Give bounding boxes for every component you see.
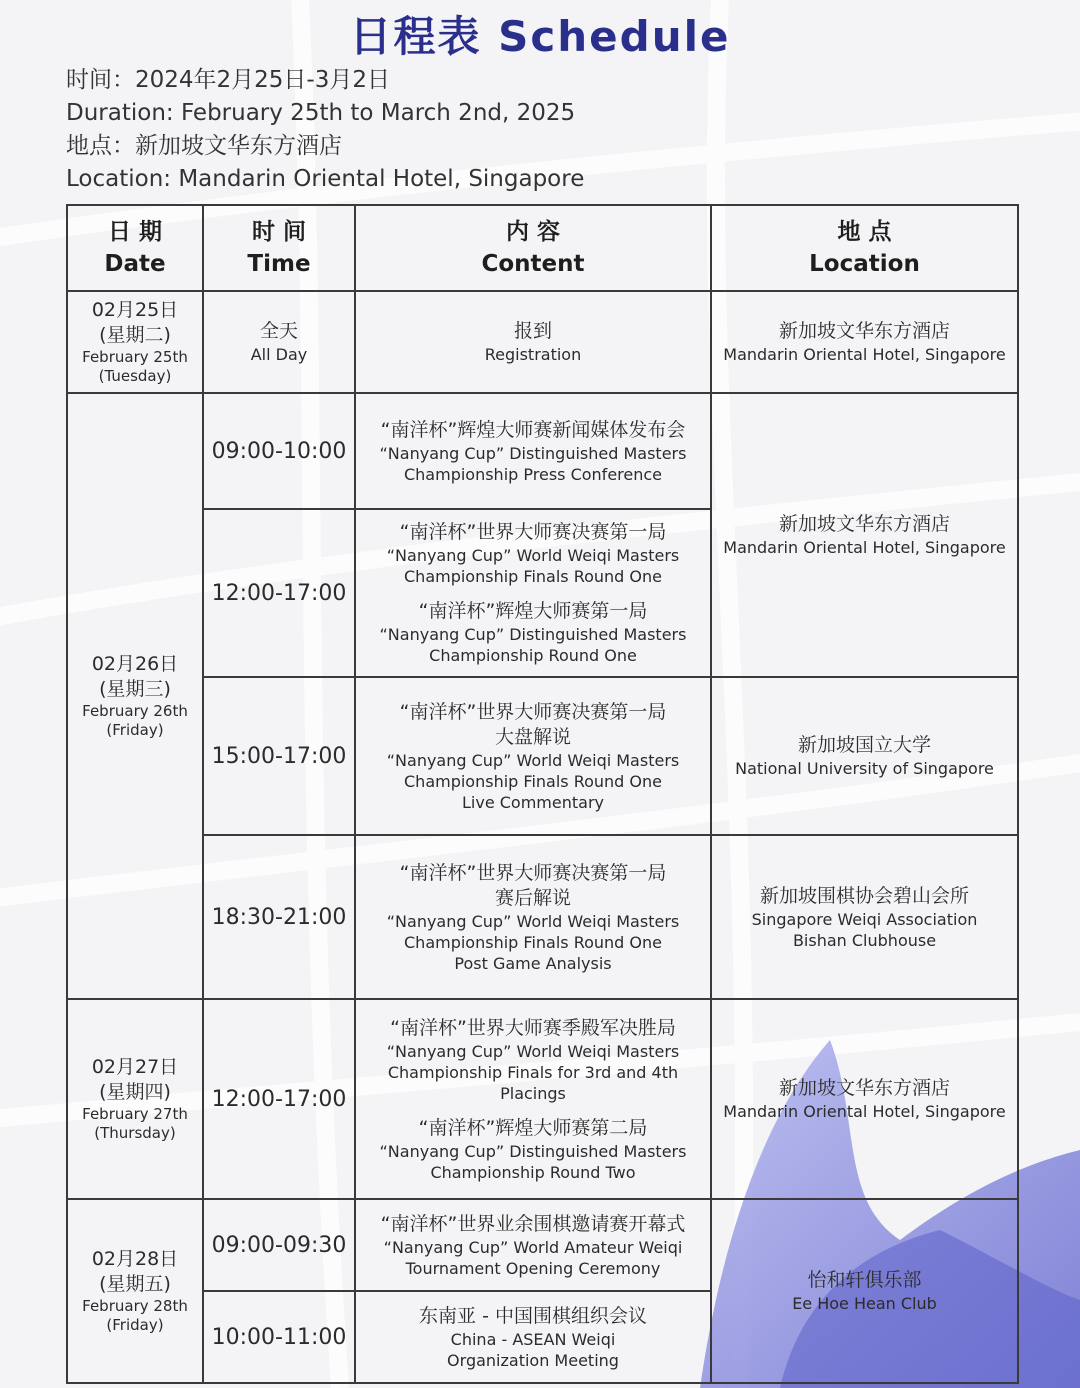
time-cell: 12:00-17:00: [203, 999, 355, 1199]
location-cell: 新加坡国立大学 National University of Singapore: [711, 677, 1018, 835]
date-cell: 02月28日 (星期五) February 28th (Friday): [67, 1199, 203, 1383]
event-meta: [66, 64, 584, 196]
date-cell: 02月25日 (星期二) February 25th (Tuesday): [67, 291, 203, 393]
content-cell: “南洋杯”世界大师赛决赛第一局 大盘解说 “Nanyang Cup” World Weiqi Masters Championship Finals Round One Live Commentary: [355, 677, 711, 835]
page-title: 日程表 Schedule: [349, 12, 731, 61]
location-en: Location: Mandarin Oriental Hotel, Singapore: [66, 166, 585, 192]
content-block: “南洋杯”世界大师赛决赛第一局 “Nanyang Cup” World Weiqi Masters Championship Finals Round One: [386, 521, 680, 586]
table-header-row: [67, 205, 1018, 291]
time-zh: 时间：2024年2月25日-3月2日: [66, 67, 390, 93]
duration-en: Duration: February 25th to March 2nd, 2025: [66, 100, 576, 126]
location-cell: 新加坡文华东方酒店 Mandarin Oriental Hotel, Singapore: [711, 291, 1018, 393]
location-cell: 怡和轩俱乐部 Ee Hoe Hean Club: [711, 1199, 1018, 1383]
content-cell: “南洋杯”世界业余围棋邀请赛开幕式 “Nanyang Cup” World Amateur Weiqi Tournament Opening Ceremony: [355, 1199, 711, 1291]
table-row: [67, 1199, 1018, 1291]
schedule-table: [66, 204, 1019, 1384]
header-time: 时 间 Time: [203, 205, 355, 291]
time-cell: 09:00-10:00: [203, 393, 355, 509]
time-cell: 全天 All Day: [203, 291, 355, 393]
content-cell: 东南亚 - 中国围棋组织会议 China - ASEAN Weiqi Organization Meeting: [355, 1291, 711, 1383]
content-cell: “南洋杯”辉煌大师赛新闻媒体发布会 “Nanyang Cup” Distinguished Masters Championship Press Conference: [355, 393, 711, 509]
content-block: “南洋杯”世界大师赛季殿军决胜局 “Nanyang Cup” World Weiqi Masters Championship Finals for 3rd and 4th Placings: [386, 1016, 680, 1103]
location-cell: 新加坡围棋协会碧山会所 Singapore Weiqi Association Bishan Clubhouse: [711, 835, 1018, 999]
header-location: 地 点 Location: [711, 205, 1018, 291]
content-cell: [355, 509, 711, 677]
time-cell: 18:30-21:00: [203, 835, 355, 999]
location-cell: 新加坡文华东方酒店 Mandarin Oriental Hotel, Singapore: [711, 393, 1018, 677]
table-row: [67, 291, 1018, 393]
table-row: [67, 835, 1018, 999]
content-block: “南洋杯”辉煌大师赛第二局 “Nanyang Cup” Distinguished Masters Championship Round Two: [379, 1116, 687, 1182]
content-cell: 报到 Registration: [355, 291, 711, 393]
content-block: “南洋杯”辉煌大师赛第一局 “Nanyang Cup” Distinguished Masters Championship Round One: [379, 600, 687, 665]
table-row: [67, 393, 1018, 509]
header-date: 日 期 Date: [67, 205, 203, 291]
content-cell: [355, 999, 711, 1199]
date-cell: 02月26日 (星期三) February 26th (Friday): [67, 393, 203, 999]
time-cell: 10:00-11:00: [203, 1291, 355, 1383]
time-cell: 15:00-17:00: [203, 677, 355, 835]
time-cell: 12:00-17:00: [203, 509, 355, 677]
location-cell: 新加坡文华东方酒店 Mandarin Oriental Hotel, Singapore: [711, 999, 1018, 1199]
place-zh: 地点：新加坡文华东方酒店: [66, 133, 342, 159]
content-cell: “南洋杯”世界大师赛决赛第一局 赛后解说 “Nanyang Cup” World Weiqi Masters Championship Finals Round One Post Game Analysis: [355, 835, 711, 999]
date-cell: 02月27日 (星期四) February 27th (Thursday): [67, 999, 203, 1199]
table-row: [67, 677, 1018, 835]
time-cell: 09:00-09:30: [203, 1199, 355, 1291]
header-content: 内 容 Content: [355, 205, 711, 291]
table-row: [67, 999, 1018, 1199]
